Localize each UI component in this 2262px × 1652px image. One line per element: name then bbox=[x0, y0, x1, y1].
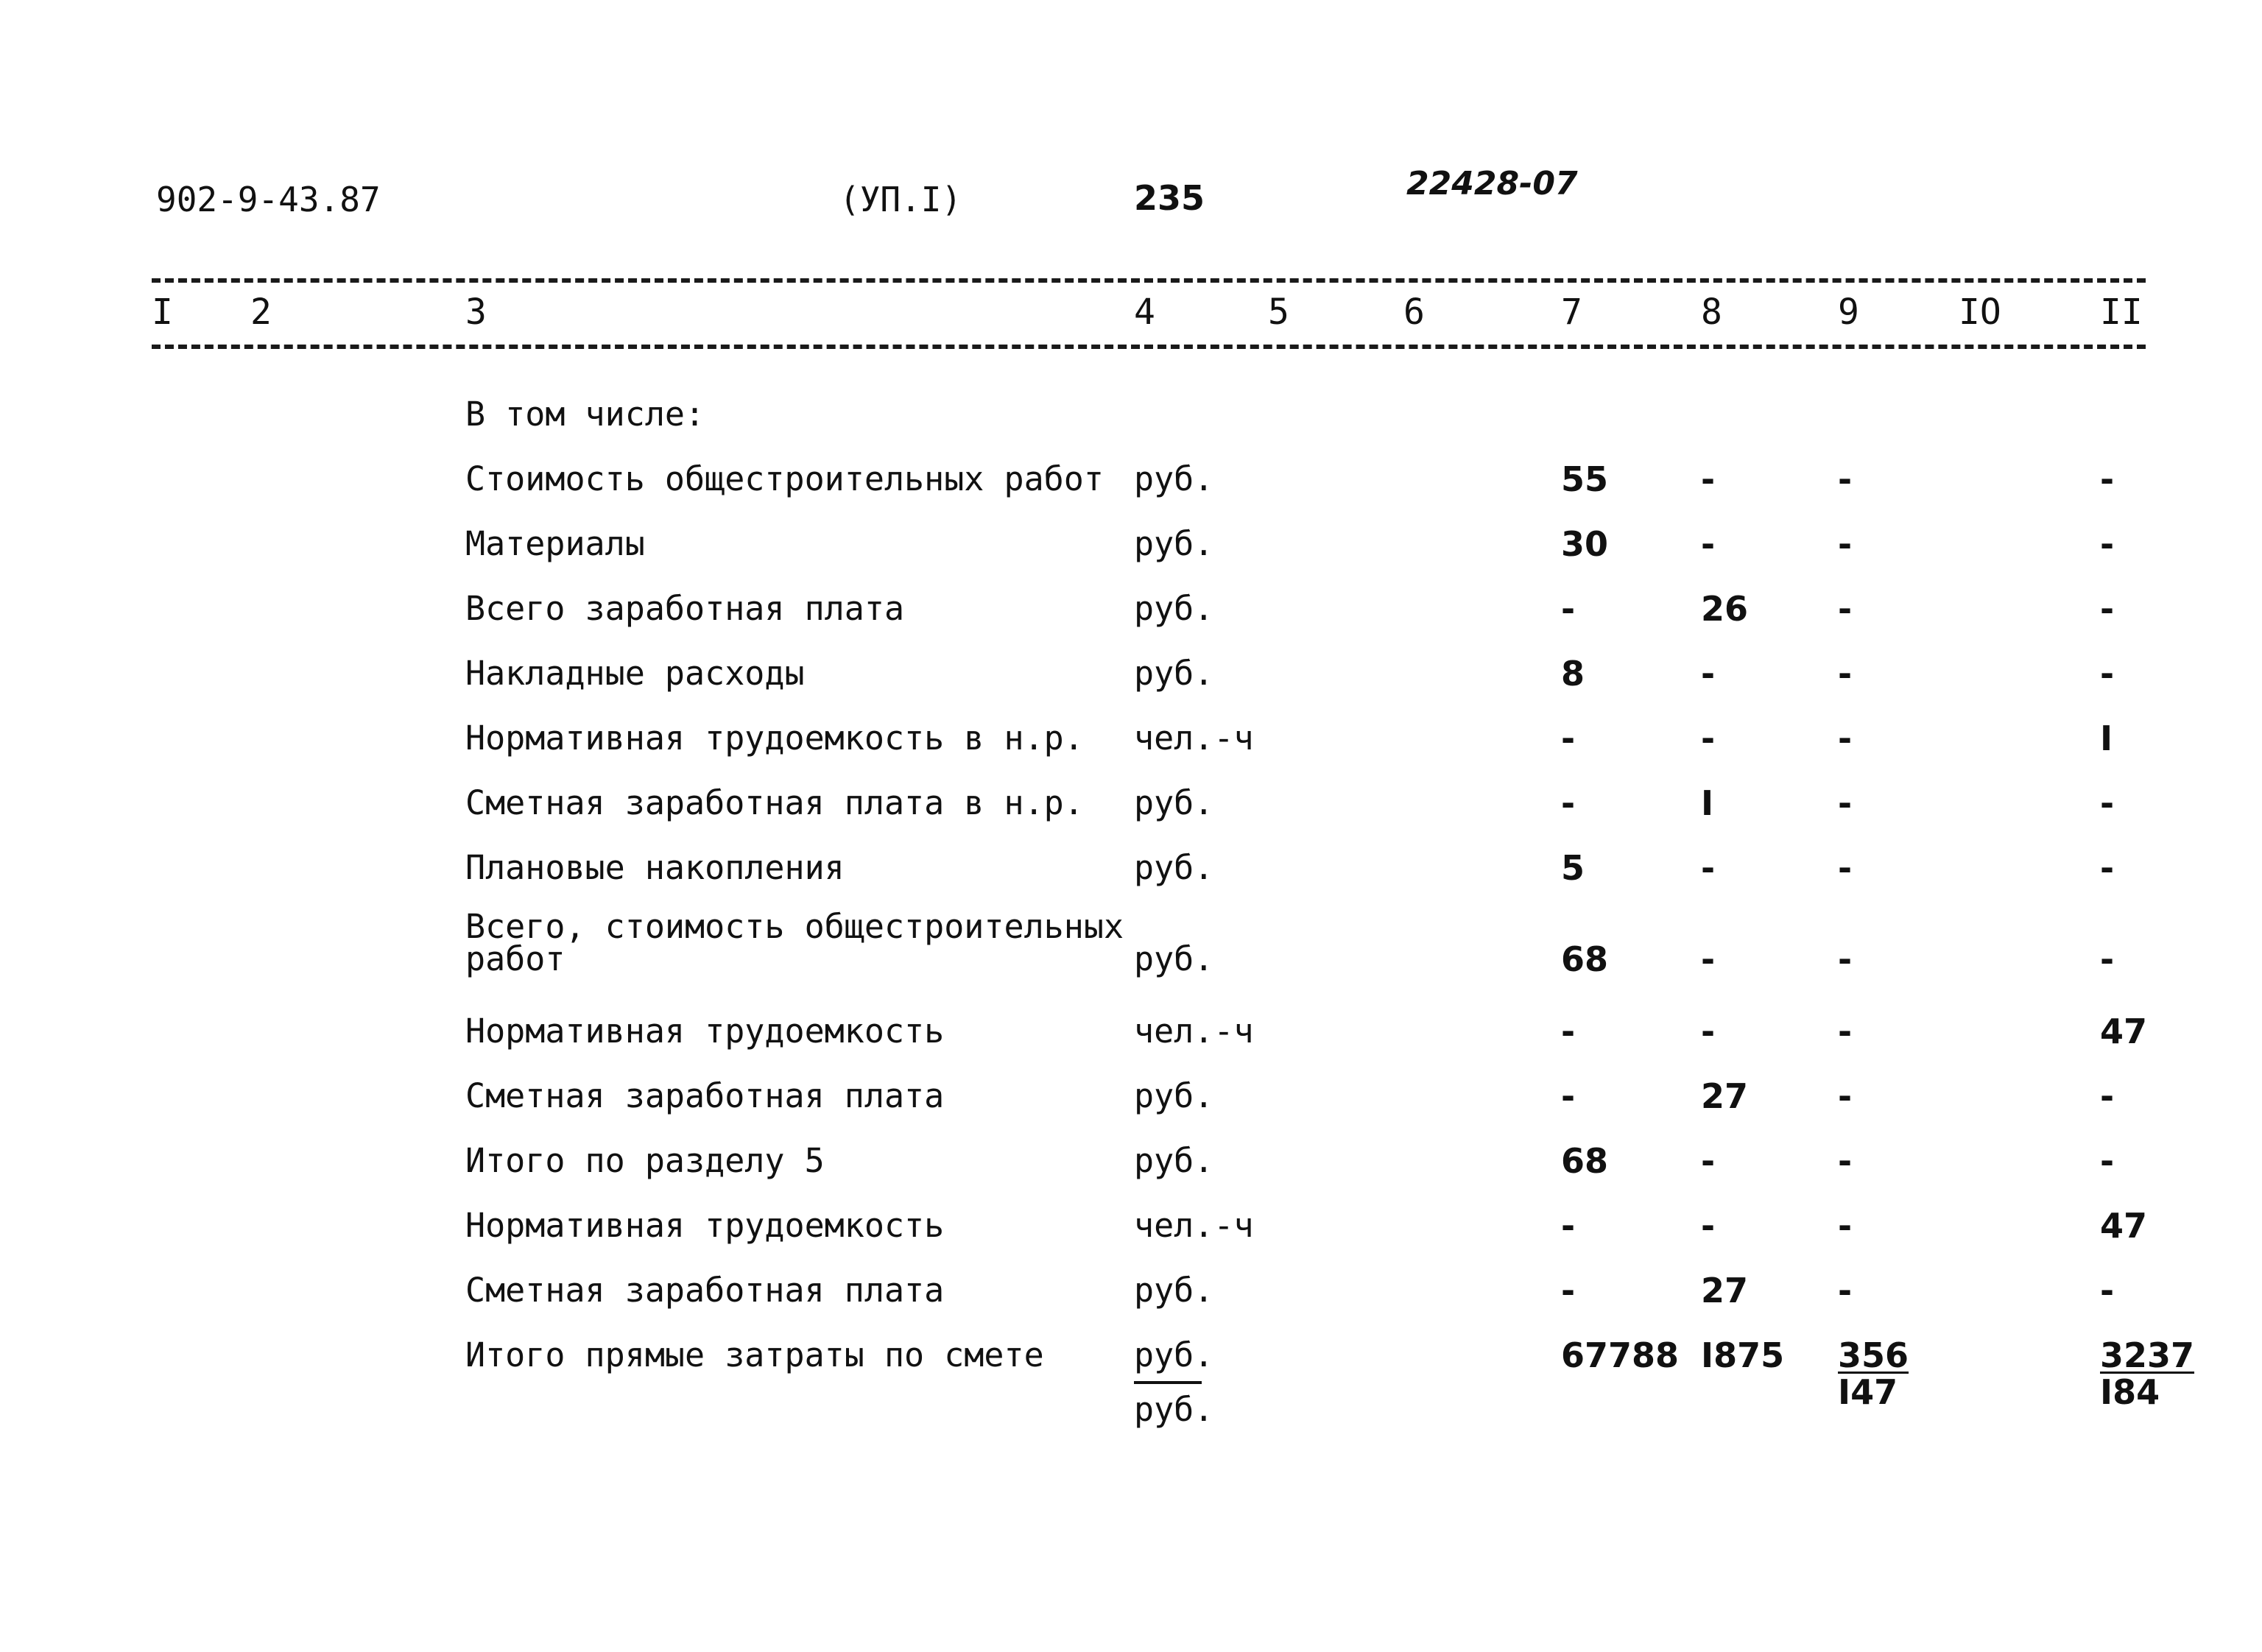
row-value-col8: - bbox=[1701, 1206, 1716, 1246]
row-value-col9: - bbox=[1838, 719, 1853, 758]
row-label: Стоимость общестроительных работ bbox=[465, 459, 1104, 498]
row-value-col7: - bbox=[1561, 1206, 1576, 1246]
column-number: 6 bbox=[1403, 292, 1425, 333]
row-value-col8: - bbox=[1701, 1012, 1716, 1051]
row-value-col8: - bbox=[1701, 848, 1716, 888]
row-label: Нормативная трудоемкость bbox=[465, 1206, 945, 1245]
header-rule-top bbox=[152, 278, 2146, 283]
row-value-col11: 47 bbox=[2100, 1206, 2148, 1246]
row-label: Итого по разделу 5 bbox=[465, 1141, 825, 1180]
row-unit: руб. bbox=[1134, 654, 1214, 693]
row-label: Накладные расходы bbox=[465, 654, 805, 693]
page-number: 235 bbox=[1134, 178, 1205, 218]
column-number: 9 bbox=[1838, 292, 1859, 333]
column-number: II bbox=[2100, 292, 2143, 333]
row-unit: руб. bbox=[1134, 589, 1214, 628]
column-number: 2 bbox=[250, 292, 272, 333]
row-unit: руб. bbox=[1134, 783, 1214, 822]
row-value-col8: - bbox=[1701, 524, 1716, 564]
fraction-rule bbox=[1134, 1381, 1202, 1384]
row-label: Сметная заработная плата в н.р. bbox=[465, 783, 1084, 822]
row-unit: руб. bbox=[1134, 1076, 1214, 1115]
row-value-col7: 68 bbox=[1561, 939, 1609, 979]
row-unit: руб. bbox=[1134, 524, 1214, 563]
row-value-col11: - bbox=[2100, 1141, 2115, 1181]
row-value-col9: - bbox=[1838, 1012, 1853, 1051]
row-unit: руб. bbox=[1134, 1271, 1214, 1310]
total-value-col11-second-line: I84 bbox=[2100, 1372, 2160, 1412]
row-label: Нормативная трудоемкость bbox=[465, 1012, 945, 1051]
row-value-col7: 67788 bbox=[1561, 1335, 1680, 1375]
row-value-col8: 27 bbox=[1701, 1271, 1749, 1310]
row-value-col9: - bbox=[1838, 654, 1853, 693]
row-value-col8: - bbox=[1701, 459, 1716, 499]
row-value-col8: I bbox=[1701, 783, 1714, 823]
row-value-col9: - bbox=[1838, 848, 1853, 888]
row-value-col8: I875 bbox=[1701, 1335, 1785, 1375]
row-value-col8: - bbox=[1701, 939, 1716, 979]
row-label-continuation: работ bbox=[465, 939, 566, 978]
row-value-col11: - bbox=[2100, 589, 2115, 629]
row-value-col11: - bbox=[2100, 1076, 2115, 1116]
row-value-col7: 5 bbox=[1561, 848, 1585, 888]
row-value-col9: 356 bbox=[1838, 1335, 1909, 1375]
row-label: Итого прямые затраты по смете bbox=[465, 1335, 1044, 1374]
row-unit: руб. bbox=[1134, 1141, 1214, 1180]
row-value-col8: 27 bbox=[1701, 1076, 1749, 1116]
row-value-col9: - bbox=[1838, 459, 1853, 499]
row-value-col9: - bbox=[1838, 939, 1853, 979]
row-value-col11: - bbox=[2100, 459, 2115, 499]
row-label: Сметная заработная плата bbox=[465, 1271, 945, 1310]
column-number: 8 bbox=[1701, 292, 1722, 333]
row-value-col7: - bbox=[1561, 1012, 1576, 1051]
row-value-col11: - bbox=[2100, 1271, 2115, 1310]
row-unit: чел.-ч bbox=[1134, 719, 1254, 758]
total-value-col9-second-line: I47 bbox=[1838, 1372, 1898, 1412]
volume-label: (УП.I) bbox=[839, 180, 962, 219]
row-label: Материалы bbox=[465, 524, 645, 563]
row-label: Всего заработная плата bbox=[465, 589, 905, 628]
row-value-col7: - bbox=[1561, 589, 1576, 629]
total-unit-second-line: руб. bbox=[1134, 1390, 1214, 1429]
column-number: 3 bbox=[465, 292, 487, 333]
row-label: В том числе: bbox=[465, 395, 705, 434]
row-label: Всего, стоимость общестроительных bbox=[465, 907, 1124, 946]
column-number: I bbox=[152, 292, 173, 333]
row-value-col11: I bbox=[2100, 719, 2113, 758]
row-unit: руб. bbox=[1134, 848, 1214, 887]
row-value-col11: - bbox=[2100, 783, 2115, 823]
row-label: Нормативная трудоемкость в н.р. bbox=[465, 719, 1084, 758]
row-value-col7: 55 bbox=[1561, 459, 1609, 499]
row-value-col11: 3237 bbox=[2100, 1335, 2195, 1375]
row-unit: руб. bbox=[1134, 939, 1214, 978]
row-value-col7: 8 bbox=[1561, 654, 1585, 693]
column-number: 4 bbox=[1134, 292, 1155, 333]
row-value-col9: - bbox=[1838, 1271, 1853, 1310]
row-value-col9: - bbox=[1838, 1141, 1853, 1181]
row-value-col11: - bbox=[2100, 939, 2115, 979]
document-code: 902-9-43.87 bbox=[156, 180, 381, 219]
row-value-col7: - bbox=[1561, 1271, 1576, 1310]
handwritten-code: 22428-07 bbox=[1406, 165, 1578, 202]
row-value-col7: - bbox=[1561, 1076, 1576, 1116]
row-value-col9: - bbox=[1838, 1206, 1853, 1246]
row-unit: чел.-ч bbox=[1134, 1206, 1254, 1245]
row-value-col11: - bbox=[2100, 654, 2115, 693]
column-number: 7 bbox=[1561, 292, 1582, 333]
row-value-col7: - bbox=[1561, 783, 1576, 823]
row-value-col9: - bbox=[1838, 1076, 1853, 1116]
row-value-col7: 30 bbox=[1561, 524, 1609, 564]
column-number: IO bbox=[1959, 292, 2001, 333]
row-unit: руб. bbox=[1134, 459, 1214, 498]
row-label: Плановые накопления bbox=[465, 848, 845, 887]
row-value-col8: - bbox=[1701, 719, 1716, 758]
header-rule-bottom bbox=[152, 345, 2146, 349]
row-value-col11: - bbox=[2100, 524, 2115, 564]
row-value-col11: - bbox=[2100, 848, 2115, 888]
row-value-col7: 68 bbox=[1561, 1141, 1609, 1181]
row-value-col8: 26 bbox=[1701, 589, 1749, 629]
row-value-col9: - bbox=[1838, 783, 1853, 823]
row-value-col9: - bbox=[1838, 524, 1853, 564]
row-value-col8: - bbox=[1701, 654, 1716, 693]
row-unit: чел.-ч bbox=[1134, 1012, 1254, 1051]
row-value-col9: - bbox=[1838, 589, 1853, 629]
row-unit: руб. bbox=[1134, 1335, 1214, 1374]
column-number: 5 bbox=[1268, 292, 1289, 333]
row-label: Сметная заработная плата bbox=[465, 1076, 945, 1115]
row-value-col11: 47 bbox=[2100, 1012, 2148, 1051]
row-value-col7: - bbox=[1561, 719, 1576, 758]
row-value-col8: - bbox=[1701, 1141, 1716, 1181]
